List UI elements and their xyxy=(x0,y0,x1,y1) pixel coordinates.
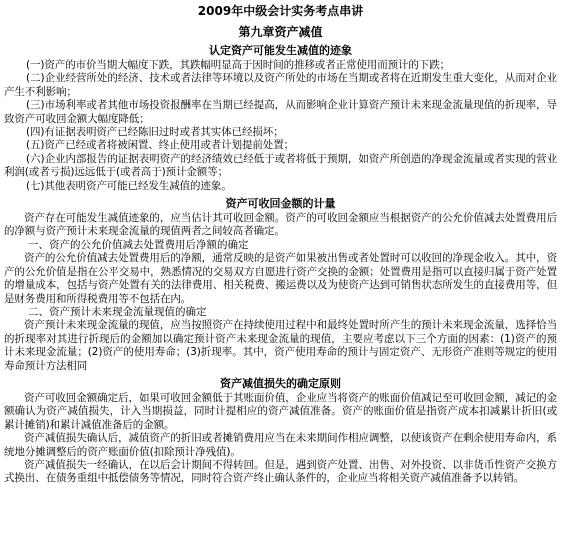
list-item: (七)其他表明资产可能已经发生减值的迹象。 xyxy=(26,179,232,192)
impairment-indicators-list xyxy=(4,59,557,193)
paragraph: 资产减值损失确认后，减值资产的折旧或者摊销费用应当在未来期间作相应调整，以使该资产在剩余使用寿命内，系统地分摊调整后的资产账面价值(扣除预计净残值)。 xyxy=(4,432,557,458)
list-item: (一)资产的市价当期大幅度下跌，其跌幅明显高于因时间的推移或者正常使用而预计的下跌； xyxy=(26,59,450,71)
chapter-title: 第九章资产减值 xyxy=(238,25,323,39)
list-item: (三)市场利率或者其他市场投资报酬率在当期已经提高，从而影响企业计算资产预计未来现金流量现值的折现率，导致资产可收回金额大幅度降低； xyxy=(4,99,557,125)
section-heading-impairment-indicators: 认定资产可能发生减值的迹象 xyxy=(209,44,352,57)
list-item: (四)有证据表明资产已经陈旧过时或者其实体已经损坏； xyxy=(26,126,284,139)
section-heading-recoverable-amount: 资产可收回金额的计量 xyxy=(225,197,336,211)
list-item: (二)企业经营所处的经济、技术或者法律等环境以及资产所处的市场在当期或者将在近期发生重大变化，从而对企业产生不利影响； xyxy=(4,72,557,98)
list-item: (五)资产已经或者将被闲置、终止使用或者计划提前处置； xyxy=(26,139,294,152)
list-item: (六)企业内部报告的证据表明资产的经济绩效已经低于或者将低于预期，如资产所创造的净现金流量或者实现的营业利润(或者亏损)远远低于(或者高于)预计金额等； xyxy=(4,152,557,179)
subheading-present-value: 二、资产预计未来现金流量现值的确定 xyxy=(28,305,207,318)
subheading-fair-value: 一、资产的公允价值减去处置费用后净额的确定 xyxy=(28,238,249,251)
document-page xyxy=(4,4,557,486)
section-heading-impairment-loss: 资产减值损失的确定原则 xyxy=(220,376,341,390)
paragraph: 资产预计未来现金流量的现值，应当按照资产在持续使用过程中和最终处置时所产生的预计未来现金流量，选择恰当的折现率对其进行折现后的金额加以确定预计资产未来现金流量的现值，主要应考虑以下三个方面的因素：(1)资产的预计未来现金流量；(2)资产的使用寿命；(3)折现率。其中，资产使用寿命的预计与固定资产、无形资产准则等规定的使用寿命预计方法相同 xyxy=(4,319,557,372)
paragraph: 资产可收回金额确定后，如果可收回金额低于其账面价值，企业应当将资产的账面价值减记至可收回金额，减记的金额确认为资产减值损失，计入当期损益，同时计提相应的资产减值准备。资产的账面价值是指资产成本扣减累计折旧(或累计摊销)和累计减值准备后的金额。 xyxy=(4,391,557,431)
paragraph: 资产的公允价值减去处置费用后的净额，通常反映的是资产如果被出售或者处置时可以收回的净现金收入。其中，资产的公允价值是指在公平交易中，熟悉情况的交易双方自愿进行资产交换的金额；处置费用是指可以直接归属于资产处置的增量成本，包括与资产处置有关的法律费用、相关税费、搬运费以及为使资产达到可销售状态所发生的直接费用等，但是财务费用和所得税费用等不包括在内。 xyxy=(4,252,557,305)
paragraph: 资产存在可能发生减值迹象的，应当估计其可收回金额。资产的可收回金额应当根据资产的公允价值减去处置费用后的净额与资产预计未来现金流量的现值两者之间较高者确定。 xyxy=(4,212,557,238)
document-title: 2009年中级会计实务考点串讲 xyxy=(197,4,364,18)
paragraph: 资产减值损失一经确认，在以后会计期间不得转回。但是，遇到资产处置、出售、对外投资、以非货币性资产交换方式换出、在债务重组中抵偿债务等情况，同时符合资产终止确认条件的，企业应当将相关资产减值准备予以转销。 xyxy=(4,458,557,485)
